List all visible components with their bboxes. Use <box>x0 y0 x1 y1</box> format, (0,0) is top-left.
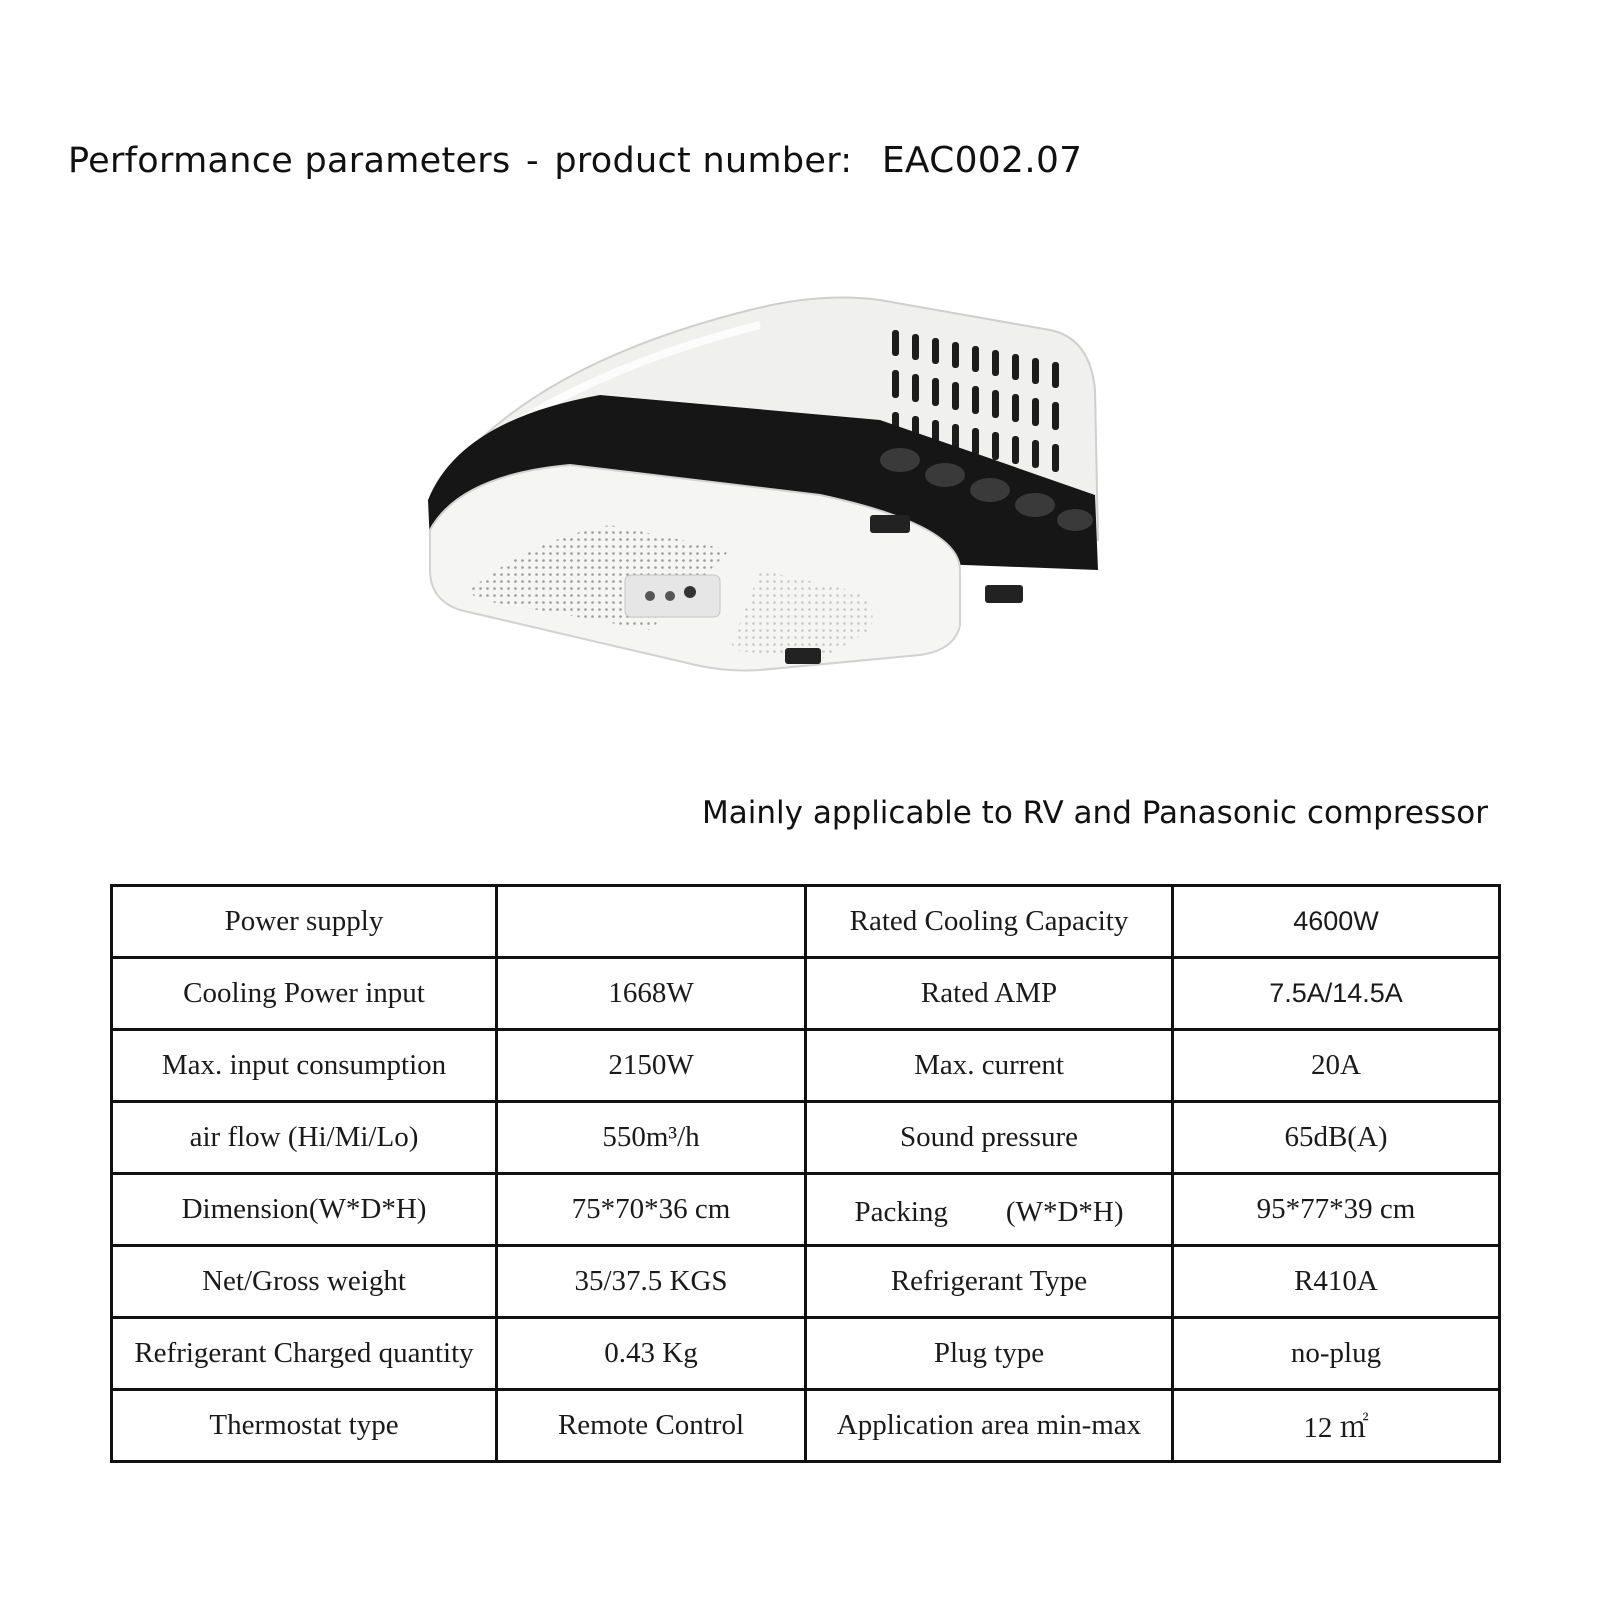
table-row <box>112 1030 1500 1102</box>
page-title <box>68 140 1082 181</box>
spec-value: 1668W <box>497 958 806 1030</box>
spec-value: 4600W <box>1173 886 1500 958</box>
spec-value: 20A <box>1173 1030 1500 1102</box>
spec-label: Refrigerant Charged quantity <box>112 1318 497 1390</box>
spec-value: 7.5A/14.5A <box>1173 958 1500 1030</box>
rv-air-conditioner-image <box>400 270 1160 730</box>
table-row <box>112 1102 1500 1174</box>
table-row <box>112 886 1500 958</box>
spec-label: Max. input consumption <box>112 1030 497 1102</box>
title-prefix: Performance parameters <box>68 141 511 181</box>
title-label: product number: <box>554 141 853 181</box>
spec-value: 95*77*39 cm <box>1173 1174 1500 1246</box>
spec-label: Sound pressure <box>806 1102 1173 1174</box>
spec-value <box>497 886 806 958</box>
spec-value: 0.43 Kg <box>497 1318 806 1390</box>
spec-label: Plug type <box>806 1318 1173 1390</box>
table-row <box>112 1318 1500 1390</box>
spec-label: Max. current <box>806 1030 1173 1102</box>
table-row <box>112 1390 1500 1462</box>
spec-label: Cooling Power input <box>112 958 497 1030</box>
spec-label: Refrigerant Type <box>806 1246 1173 1318</box>
title-dash: - <box>525 141 539 181</box>
spec-label: air flow (Hi/Mi/Lo) <box>112 1102 497 1174</box>
spec-label: Rated Cooling Capacity <box>806 886 1173 958</box>
spec-label: Packing (W*D*H) <box>806 1174 1173 1246</box>
spec-value: 2150W <box>497 1030 806 1102</box>
spec-table <box>110 884 1501 1463</box>
product-number: EAC002.07 <box>881 140 1083 181</box>
table-row <box>112 1246 1500 1318</box>
table-row <box>112 958 1500 1030</box>
spec-value: 550m³/h <box>497 1102 806 1174</box>
spec-value: 65dB(A) <box>1173 1102 1500 1174</box>
spec-label: Power supply <box>112 886 497 958</box>
spec-value: Remote Control <box>497 1390 806 1462</box>
table-row <box>112 1174 1500 1246</box>
spec-value: R410A <box>1173 1246 1500 1318</box>
spec-value: 35/37.5 KGS <box>497 1246 806 1318</box>
spec-value: no-plug <box>1173 1318 1500 1390</box>
spec-value: 75*70*36 cm <box>497 1174 806 1246</box>
spec-label: Rated AMP <box>806 958 1173 1030</box>
spec-label: Thermostat type <box>112 1390 497 1462</box>
spec-value: 12 ㎡ <box>1173 1390 1500 1462</box>
spec-label: Dimension(W*D*H) <box>112 1174 497 1246</box>
spec-label: Net/Gross weight <box>112 1246 497 1318</box>
subtitle: Mainly applicable to RV and Panasonic compressor <box>702 795 1488 831</box>
spec-label: Application area min-max <box>806 1390 1173 1462</box>
